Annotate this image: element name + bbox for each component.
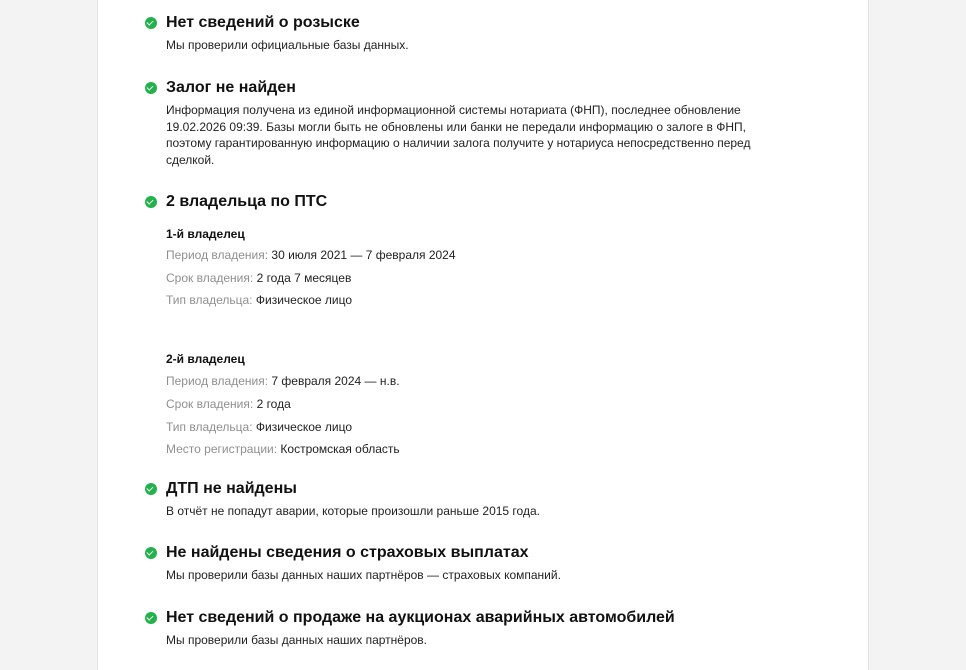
owner-1-title: 1-й владелец <box>166 227 245 241</box>
section-title: ДТП не найдены <box>166 480 297 497</box>
section-title: 2 владельца по ПТС <box>166 193 328 210</box>
field-value: Костромская область <box>280 442 400 456</box>
field-label: Срок владения: <box>166 271 254 285</box>
field-value: 2 года 7 месяцев <box>256 271 352 285</box>
section-title: Не найдены сведения о страховых выплатах <box>166 544 529 561</box>
section-text: Мы проверили официальные базы данных. <box>166 38 409 52</box>
check-circle-icon <box>145 547 157 559</box>
section-auctions <box>145 608 805 649</box>
field-value: 2 года <box>256 397 291 411</box>
owner-1-type <box>166 293 352 307</box>
section-wanted <box>145 13 805 54</box>
owner-2-term <box>166 397 291 411</box>
field-value: Физическое лицо <box>255 420 353 434</box>
field-label: Срок владения: <box>166 397 254 411</box>
field-value: 7 февраля 2024 — н.в. <box>271 374 400 388</box>
owner-1-period <box>166 248 456 262</box>
field-label: Тип владельца: <box>166 420 253 434</box>
section-title: Нет сведений о розыске <box>166 14 360 31</box>
field-label: Место регистрации: <box>166 442 278 456</box>
check-circle-icon <box>145 82 157 94</box>
check-circle-icon <box>145 196 157 208</box>
section-text: В отчёт не попадут аварии, которые произошли раньше 2015 года. <box>166 504 540 518</box>
check-circle-icon <box>145 483 157 495</box>
section-text: Мы проверили базы данных наших партнёров — страховых компаний. <box>166 568 561 582</box>
field-label: Период владения: <box>166 374 269 388</box>
check-circle-icon <box>145 612 157 624</box>
owner-2-title: 2-й владелец <box>166 352 245 366</box>
report-card <box>97 0 869 670</box>
section-text: Мы проверили базы данных наших партнёров. <box>166 633 428 647</box>
check-circle-icon <box>145 17 157 29</box>
section-title: Залог не найден <box>166 79 296 96</box>
section-pledge <box>145 78 805 168</box>
owner-1-term <box>166 271 351 285</box>
owner-2-region <box>166 442 400 456</box>
section-text: Информация получена из единой информационной системы нотариата (ФНП), последнее обновление 19.02.2026 09:39. Базы могли быть не обновлены или банки не передали информацию о залоге в ФНП, поэтому гарантированную информацию о наличии залога получите у нотариуса непосредственно перед сделкой. <box>166 103 751 167</box>
section-owners <box>145 192 805 212</box>
owner-2-period <box>166 374 400 388</box>
section-title: Нет сведений о продаже на аукционах аварийных автомобилей <box>166 609 675 626</box>
field-label: Период владения: <box>166 248 269 262</box>
section-insurance <box>145 543 805 584</box>
section-accidents <box>145 479 805 520</box>
owner-2-type <box>166 420 352 434</box>
field-label: Тип владельца: <box>166 293 253 307</box>
field-value: 30 июля 2021 — 7 февраля 2024 <box>271 248 456 262</box>
field-value: Физическое лицо <box>255 293 353 307</box>
